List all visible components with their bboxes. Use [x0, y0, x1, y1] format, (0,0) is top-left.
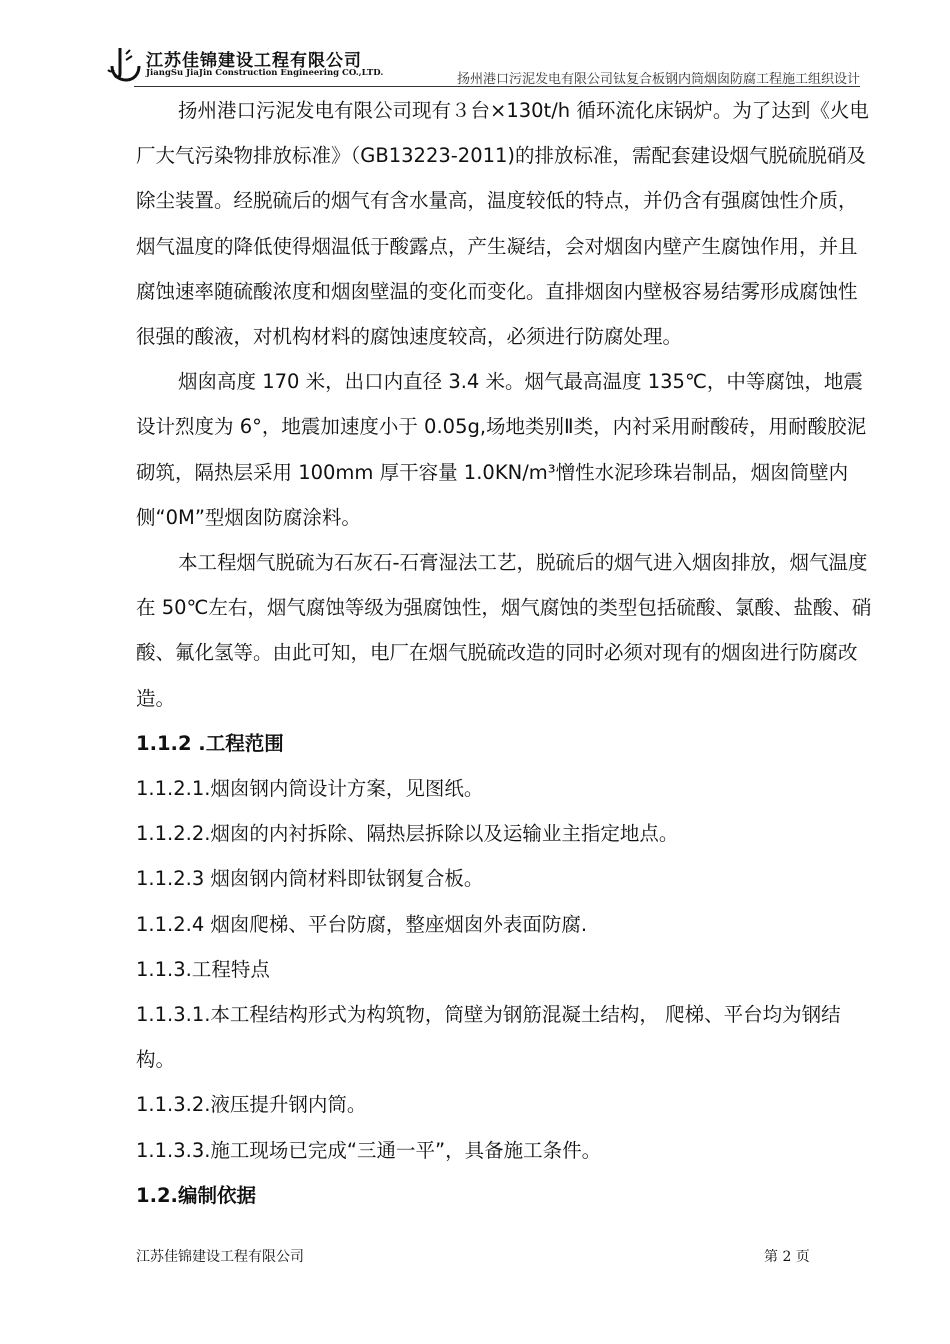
document-title: 扬州港口污泥发电有限公司钛复合板钢内筒烟囱防腐工程施工组织设计 [456, 72, 860, 87]
section-heading-basis: 1.2.编制依据 [136, 1183, 256, 1207]
scope-item: 1.1.2.3 烟囱钢内筒材料即钛钢复合板。 [136, 867, 484, 891]
section-heading-features: 1.1.3.工程特点 [136, 957, 270, 981]
company-logo-icon [106, 44, 142, 82]
scope-item: 1.1.2.1.烟囱钢内筒设计方案，见图纸。 [136, 777, 484, 801]
scope-item: 1.1.2.4 烟囱爬梯、平台防腐，整座烟囱外表面防腐. [136, 912, 588, 936]
paragraph-intro: 扬州港口污泥发电有限公司现有３台×130t/h 循环流化床锅炉。为了达到《火电厂大气污染物排放标准》（GB13223-2011)的排放标准，需配套建设烟气脱硫脱硝及除尘装置。经脱硫后的烟气有含水量高，温度较低的特点，并仍含有强腐蚀性介质，烟气温度的降低使得烟温低于酸露点，产生凝结，会对烟囱内壁产生腐蚀作用，并且腐蚀速率随硫酸浓度和烟囱壁温的变化而变化。直排烟囱内壁极容易结雾形成腐蚀性很强的酸液，对机构材料的腐蚀速度较高，必须进行防腐处理。 [136, 99, 869, 349]
paragraph-chimney-specs: 烟囱高度 170 米，出口内直径 3.4 米。烟气最高温度 135℃，中等腐蚀，地震设计烈度为 6°，地震加速度小于 0.05g,场地类别Ⅱ类，内衬采用耐酸砖，用耐酸胶泥砌筑，隔热层采用 100mm 厚干容量 1.0KN/m³憎性水泥珍珠岩制品，烟囱筒壁内侧“0M”型烟囱防腐涂料。 [136, 370, 867, 529]
page-header [0, 0, 950, 92]
scope-item: 1.1.2.2.烟囱的内衬拆除、隔热层拆除以及运输业主指定地点。 [136, 822, 679, 846]
page-number: 第 2 页 [764, 1249, 810, 1265]
footer-company: 江苏佳锦建设工程有限公司 [136, 1249, 304, 1265]
document-body [136, 88, 874, 1218]
company-name-cn: 江苏佳锦建设工程有限公司 [146, 51, 362, 71]
paragraph-desulfurization: 本工程烟气脱硫为石灰石-石膏湿法工艺，脱硫后的烟气进入烟囱排放，烟气温度在 50℃左右，烟气腐蚀等级为强腐蚀性，烟气腐蚀的类型包括硫酸、氯酸、盐酸、硝酸、氟化氢等。由此可知，电厂在烟气脱硫改造的同时必须对现有的烟囱进行防腐改造。 [136, 551, 872, 710]
header-divider [134, 86, 860, 87]
feature-item: 1.1.3.2.液压提升钢内筒。 [136, 1093, 367, 1117]
feature-item: 1.1.3.1.本工程结构形式为构筑物，筒壁为钢筋混凝土结构， 爬梯、平台均为钢结构。 [136, 1003, 841, 1072]
feature-item: 1.1.3.3.施工现场已完成“三通一平”，具备施工条件。 [136, 1138, 602, 1162]
company-name-en: JiangSu JiaJin Construction Engineering CO.,LTD. [146, 68, 384, 78]
section-heading-scope: 1.1.2 .工程范围 [136, 731, 284, 755]
